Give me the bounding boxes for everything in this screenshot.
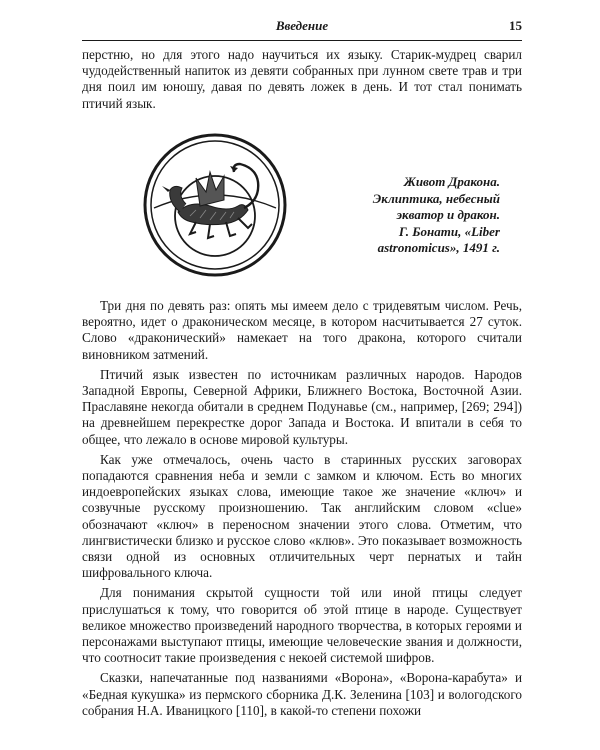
caption-line: Живот Дракона. [403, 174, 500, 189]
caption-line: astronomicus», 1491 г. [377, 240, 500, 255]
paragraph-intro: перстню, но для этого надо научиться их языку. Старик-мудрец сварил чудодейственный напиток из девяти собранных при лунном свете трав и три дня поил им юношу, давая по девять ложек в день. И тот стал понимать птичий язык. [82, 47, 522, 111]
paragraph: Как уже отмечалось, очень часто в старинных русских заговорах попадаются сравнения неба и земли с замком и ключом. Есть во многих индоевропейских языках слова, имеющие такое же значение «ключ» и созвучные русскому произношению. Так английским словом «clue» обозначают «ключ» в переносном значении этого слова. Отметим, что лингвистически близко и русское слово «клюв». Это показывает возможность связи одной из основных отличительных черт пернатых и тайн шифровального ключа. [82, 451, 522, 581]
dragon-illustration [140, 130, 290, 280]
caption-line: Г. Бонати, «Liber [398, 223, 500, 239]
figure-caption [320, 174, 500, 257]
caption-line: экватор и дракон. [396, 207, 500, 222]
page-number: 15 [509, 18, 522, 33]
paragraph: Для понимания скрытой сущности той или иной птицы следует прислушаться к тому, что говорится об этой птице в народе. Существует великое множество произведений народного творчества, в которых героями и персонажами выступают птицы, имеющие человеческие звания и должности, что соотносит такие произведения с некоей системой шифров. [82, 585, 522, 666]
body-text [82, 298, 522, 719]
section-title: Введение [275, 18, 329, 33]
caption-line: Эклиптика, небесный [372, 190, 500, 206]
paragraph: Три дня по девять раз: опять мы имеем дело с тридевятым числом. Речь, вероятно, идет о драконическом месяце, в котором насчитывается 27 суток. Слово «драконический» намекает на того дракона, которого считали виновником затмений. [82, 298, 522, 362]
running-header [82, 14, 522, 41]
dragon-engraving-image [140, 130, 290, 280]
paragraph: Птичий язык известен по источникам различных народов. Народов Западной Европы, Северной Африки, Ближнего Востока, Восточной Азии. Праславяне некогда обитали в среднем Подунавье (см., например, [269; 294]) на древнейшем перекрестке дорог Запада и Востока. И впитали в себя то общее, что лежало в основе мировой культуры. [82, 366, 522, 447]
intro-text [82, 47, 522, 112]
paragraph: Сказки, напечатанные под названиями «Ворона», «Ворона-карабута» и «Бедная кукушка» из пермского сборника Д.К. Зеленина [103] и вологодского собрания Н.А. Иваницкого [110], в какой-то степени похожи [82, 670, 522, 718]
